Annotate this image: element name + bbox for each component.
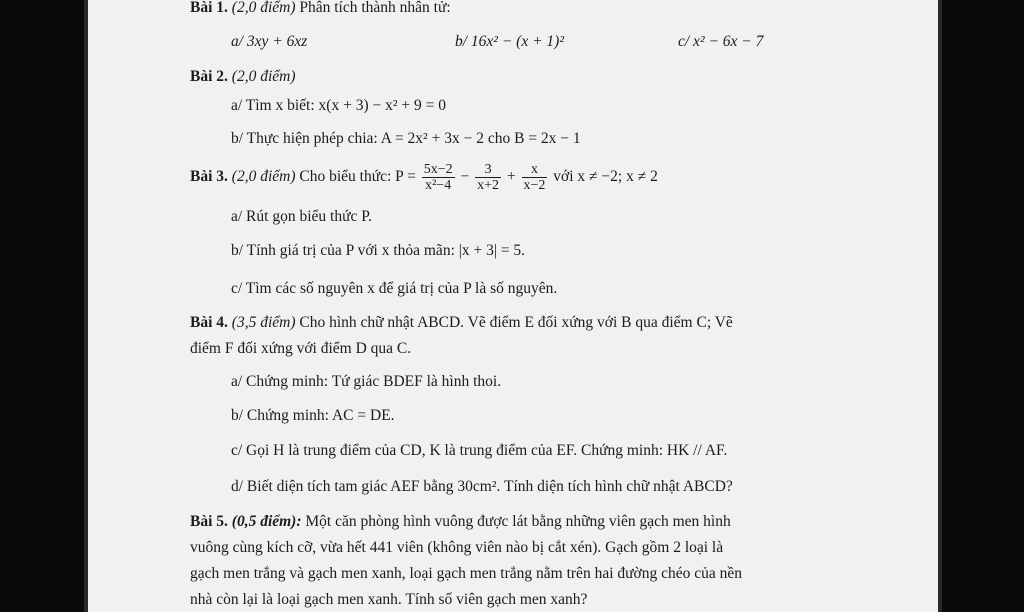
bai3-part-b: b/ Tính giá trị của P với x thỏa mãn: |x + 3| = 5.: [231, 242, 526, 259]
bai4-points: (3,5 điểm): [231, 314, 296, 331]
fraction-2-numerator: 3: [475, 162, 501, 178]
fraction-3-numerator: x: [522, 162, 548, 178]
fraction-2-denominator: x+2: [477, 177, 500, 193]
bai3-part-a: a/ Rút gọn biểu thức P.: [231, 208, 373, 225]
left-black-border: [0, 0, 84, 612]
fraction-1-denominator: x²−4: [425, 177, 452, 193]
bai4-part-b: b/ Chứng minh: AC = DE.: [231, 407, 395, 424]
bai5-text-line3: gạch men trắng và gạch men xanh, loại gạch men trắng nằm trên hai đường chéo của nền: [190, 565, 742, 582]
bai1-points: (2,0 điểm): [231, 0, 296, 16]
bai5-text-line2: vuông cùng kích cỡ, vừa hết 441 viên (không viên nào bị cắt xén). Gạch gồm 2 loại là: [190, 539, 724, 556]
exam-paper: [88, 0, 938, 612]
bai2-part-b: b/ Thực hiện phép chia: A = 2x² + 3x − 2 cho B = 2x − 1: [231, 130, 581, 147]
bai2-part-a: a/ Tìm x biết: x(x + 3) − x² + 9 = 0: [231, 97, 446, 114]
bai3-part-c: c/ Tìm các số nguyên x để giá trị của P là số nguyên.: [231, 280, 558, 297]
bai2-points: (2,0 điểm): [231, 68, 296, 85]
plus-sign: +: [506, 168, 516, 185]
fraction-3-denominator: x−2: [523, 177, 546, 193]
bai4-part-c: c/ Gọi H là trung điểm của CD, K là trung điểm của EF. Chứng minh: HK // AF.: [231, 442, 728, 459]
bai4-heading: [190, 313, 733, 333]
fraction-1: [422, 162, 455, 193]
fraction-2: [475, 162, 501, 193]
bai4-title: Bài 4.: [190, 314, 228, 331]
bai1-title: Bài 1.: [190, 0, 228, 16]
right-black-border: [942, 0, 1024, 612]
bai1-part-c: c/ x² − 6x − 7: [678, 33, 764, 50]
bai4-part-d: d/ Biết diện tích tam giác AEF bằng 30cm². Tính diện tích hình chữ nhật ABCD?: [231, 478, 733, 495]
bai1-part-b: b/ 16x² − (x + 1)²: [455, 33, 564, 50]
bai3-points: (2,0 điểm): [231, 168, 296, 185]
minus-sign: −: [460, 168, 470, 185]
bai5-line1: [190, 512, 731, 532]
bai4-text-line1: Cho hình chữ nhật ABCD. Vẽ điểm E đối xứng với B qua điểm C; Vẽ: [299, 314, 733, 331]
bai3-title: Bài 3.: [190, 168, 228, 185]
bai1-text: Phân tích thành nhân tử:: [299, 0, 451, 16]
bai2-title: Bài 2.: [190, 68, 228, 85]
bai3-condition: với x ≠ −2; x ≠ 2: [553, 168, 658, 185]
bai5-text-line1: Một căn phòng hình vuông được lát bằng những viên gạch men hình: [305, 513, 731, 530]
bai3-text: Cho biểu thức: P =: [299, 168, 416, 185]
bai2-heading: [190, 67, 295, 87]
fraction-1-numerator: 5x−2: [423, 161, 453, 177]
bai1-heading: [190, 0, 451, 18]
fraction-3: [522, 162, 548, 193]
bai5-title: Bài 5.: [190, 513, 228, 530]
bai1-part-a: a/ 3xy + 6xz: [231, 33, 308, 50]
bai3-heading: [190, 160, 658, 194]
bai5-points: (0,5 điểm):: [231, 513, 302, 530]
bai5-text-line4: nhà còn lại là loại gạch men xanh. Tính số viên gạch men xanh?: [190, 591, 588, 608]
right-paper-edge: [938, 0, 942, 612]
bai4-text-line2: điểm F đối xứng với điểm D qua C.: [190, 340, 412, 357]
bai4-part-a: a/ Chứng minh: Tứ giác BDEF là hình thoi.: [231, 373, 502, 390]
